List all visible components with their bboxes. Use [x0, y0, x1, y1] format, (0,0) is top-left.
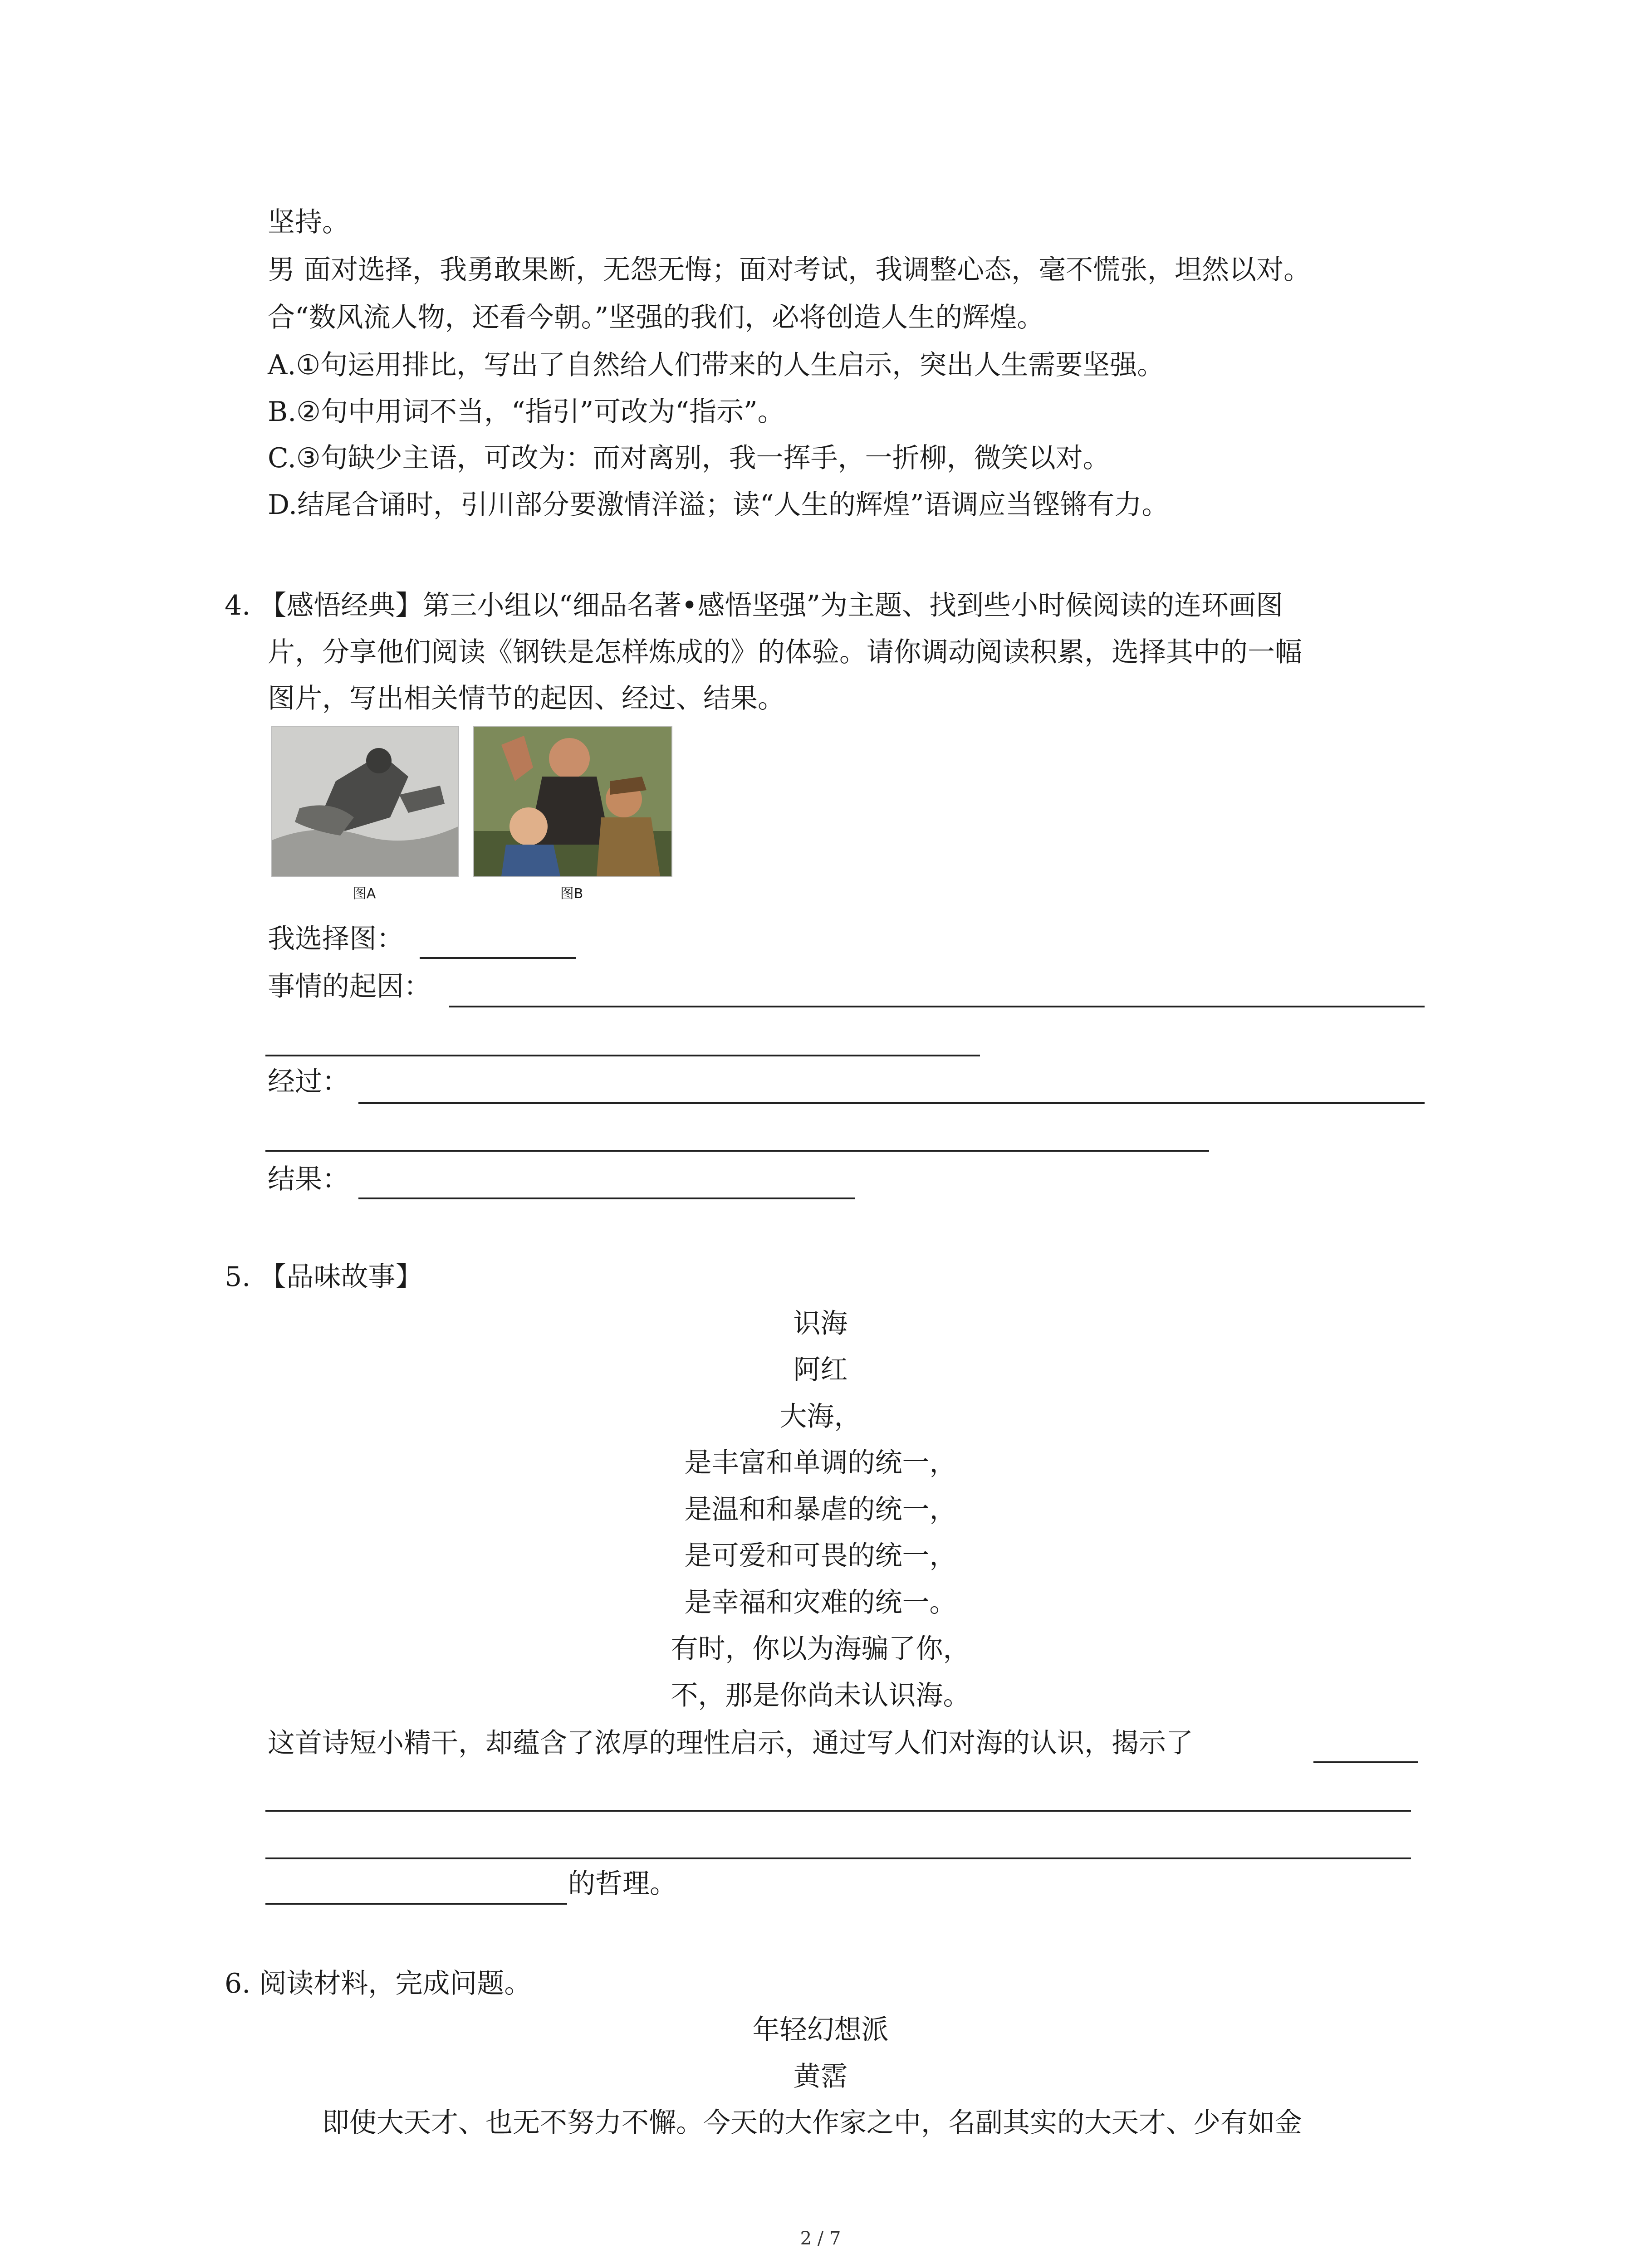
q6-heading: 6. 阅读材料，完成问题。: [225, 1968, 532, 1999]
poem-line: 有时，你以为海骗了你，: [671, 1633, 970, 1665]
q5-heading: 5. 【品味故事】: [225, 1261, 423, 1293]
poem-line: 是幸福和灾难的统一。: [684, 1587, 957, 1618]
cause-blank-continued[interactable]: [265, 1055, 980, 1056]
figure-a-image: [271, 726, 459, 877]
q3-option-b: B.②句中用词不当，“指引”可改为“指示”。: [268, 396, 785, 428]
q5-answer-blank[interactable]: [1313, 1761, 1418, 1763]
poem-line: 是丰富和单调的统一，: [684, 1447, 957, 1479]
poem-author: 阿红: [793, 1354, 848, 1386]
q5-answer-blank-line2[interactable]: [265, 1810, 1411, 1812]
q6-article-author: 黄霑: [793, 2061, 848, 2092]
poem-line: 是温和和暴虐的统一，: [684, 1494, 957, 1525]
poem-line: 是可爱和可畏的统一，: [684, 1540, 957, 1572]
q5-prompt: 这首诗短小精干，却蕴含了浓厚的理性启示，通过写人们对海的认识，揭示了: [268, 1727, 1193, 1759]
q3-option-a: A.①句运用排比，写出了自然给人们带来的人生启示，突出人生需要坚强。: [268, 349, 1165, 381]
page-number: 2 / 7: [800, 2228, 841, 2249]
q5-ending: 的哲理。: [568, 1868, 677, 1900]
poem-line: 不，那是你尚未认识海。: [671, 1680, 970, 1711]
q4-text-line: 图片，写出相关情节的起因、经过、结果。: [268, 683, 785, 714]
cause-label: 事情的起因：: [268, 971, 431, 1002]
figure-a-caption: 图A: [353, 886, 376, 902]
figure-b-caption: 图B: [560, 886, 583, 902]
q5-answer-blank-line4[interactable]: [265, 1903, 567, 1905]
process-label: 经过：: [268, 1066, 349, 1098]
result-blank[interactable]: [358, 1198, 855, 1199]
q4-text-line: 4. 【感悟经典】第三小组以“细品名著•感悟坚强”为主题、找到些小时候阅读的连环画图: [225, 590, 1283, 621]
choose-figure-label: 我选择图：: [268, 923, 404, 955]
q3-option-c: C.③句缺少主语，可改为：而对离别，我一挥手，一折柳，微笑以对。: [268, 442, 1110, 474]
figure-b-image: [473, 726, 672, 877]
poem-title: 识海: [793, 1308, 848, 1339]
q3-text-line: 男 面对选择，我勇敢果断，无怨无悔；面对考试，我调整心态，毫不慌张，坦然以对。: [268, 254, 1311, 286]
choose-figure-blank[interactable]: [420, 957, 576, 959]
cause-blank[interactable]: [449, 1006, 1425, 1007]
process-blank-continued[interactable]: [265, 1150, 1209, 1152]
poem-line: 大海，: [779, 1401, 862, 1432]
result-label: 结果：: [268, 1163, 349, 1195]
q6-paragraph-line: 即使大天才、也无不努力不懈。今天的大作家之中，名副其实的大天才、少有如金: [322, 2107, 1302, 2139]
process-blank[interactable]: [358, 1102, 1425, 1104]
q3-text-line: 坚持。: [268, 206, 349, 238]
q3-text-line: 合“数风流人物，还看今朝。”坚强的我们，必将创造人生的辉煌。: [268, 302, 1044, 333]
q5-answer-blank-line3[interactable]: [265, 1857, 1411, 1859]
q3-option-d: D.结尾合诵时，引川部分要激情洋溢；读“人生的辉煌”语调应当铿锵有力。: [268, 489, 1169, 521]
q4-text-line: 片，分享他们阅读《钢铁是怎样炼成的》的体验。请你调动阅读积累，选择其中的一幅: [268, 636, 1302, 668]
q6-article-title: 年轻幻想派: [752, 2014, 889, 2046]
